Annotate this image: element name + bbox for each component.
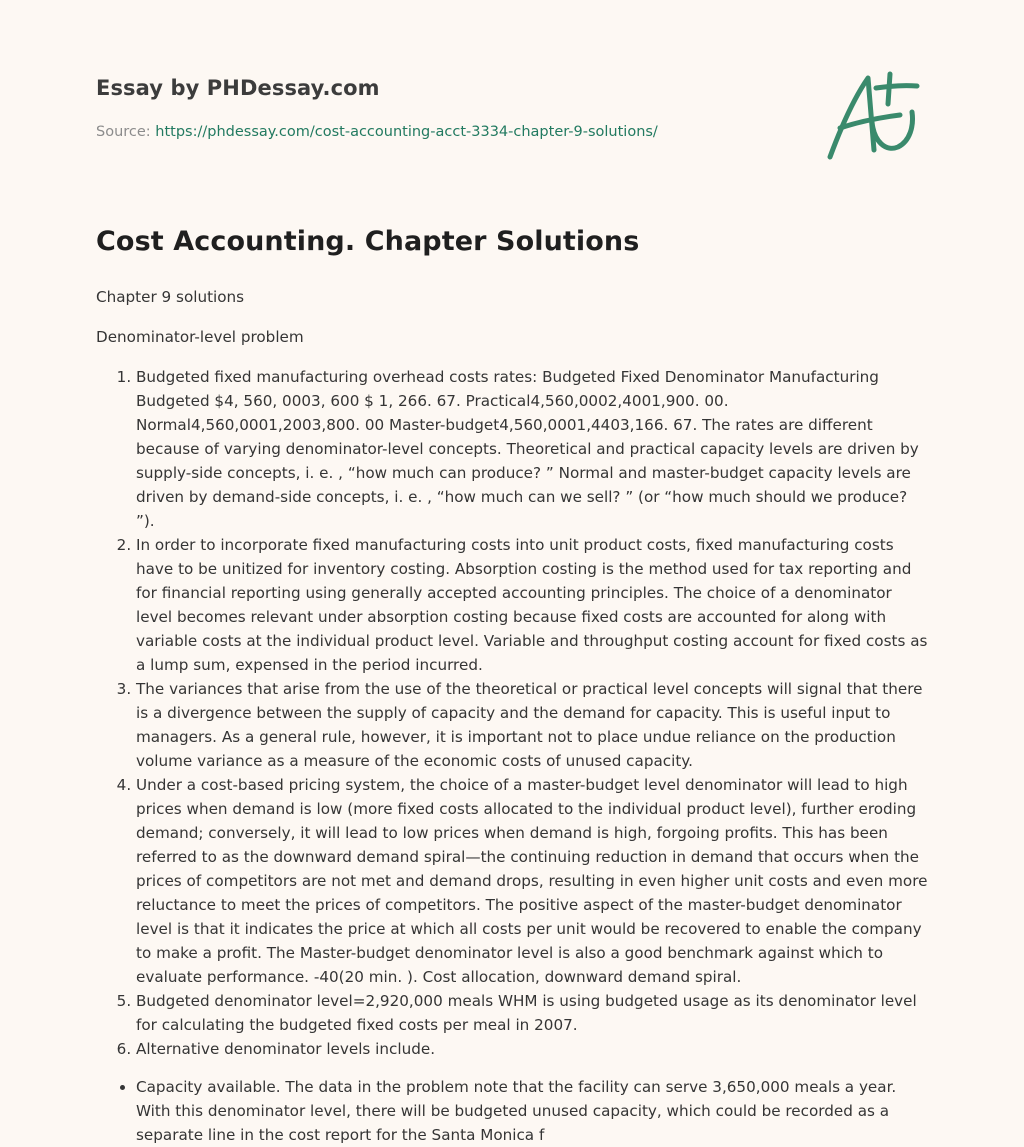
list-item: 4. Under a cost-based pricing system, the choice of a master-budget level denominator will lead to high prices when demand is low (more fixed costs allocated to the individual product level), further eroding demand; conversely, it will lead to low prices when demand is high, forgoing profits. This has been referred to as the downward demand spiral—the continuing reduction in demand that occurs when the prices of competitors are not met and demand drops, resulting in even higher unit costs and even more reluctance to meet the prices of competitors. The positive aspect of the master-budget denominator level is that it indicates the price at which all costs per unit would be recovered to enable the company to make a profit. The Master-budget denominator level is also a good benchmark against which to evaluate performance. -40(20 min. ). Cost allocation, downward demand spiral. — [136, 773, 928, 989]
site-title: Essay by PHDessay.com — [96, 76, 380, 100]
list-item: 3. The variances that arise from the use of the theoretical or practical level concepts will signal that there is a divergence between the supply of capacity and the demand for capacity. This is useful input to managers. As a general rule, however, it is important not to place undue reliance on the production volume variance as a measure of the economic costs of unused capacity. — [136, 677, 928, 773]
article-body — [96, 285, 928, 1147]
source-label: Source: — [96, 124, 156, 140]
intro-paragraph: Denominator-level problem — [96, 328, 304, 346]
source-link[interactable]: https://phdessay.com/cost-accounting-acct-3334-chapter-9-solutions/ — [155, 124, 658, 140]
list-item: 1. Budgeted fixed manufacturing overhead costs rates: Budgeted Fixed Denominator Manufacturing Budgeted $4, 560, 0003, 600 $ 1, 266. 67. Practical4,560,0002,4001,900. 00. Normal4,560,0001,2003,800. 00 Master-budget4,560,0001,4403,166. 67. The rates are different because of varying denominator-level concepts. Theoretical and practical capacity levels are driven by supply-side concepts, i. e. , “how much can produce? ” Normal and master-budget capacity levels are driven by demand-side concepts, i. e. , “how much can we sell? ” (or “how much should we produce? ”). — [136, 365, 928, 533]
numbered-answers — [96, 365, 928, 1061]
source-line — [96, 124, 658, 140]
list-item: 6. Alternative denominator levels include. — [136, 1037, 928, 1061]
intro-paragraph: Chapter 9 solutions — [96, 288, 245, 306]
document-title: Cost Accounting. Chapter Solutions — [96, 226, 640, 257]
bullet-item: • Capacity available. The data in the problem note that the facility can serve 3,650,000 meals a year. With this denominator level, there will be budgeted unused capacity, which could be recorded as a separate line in the cost report for the Santa Monica f — [136, 1075, 928, 1147]
list-item: 5. Budgeted denominator level=2,920,000 meals WHM is using budgeted usage as its denominator level for calculating the budgeted fixed costs per meal in 2007. — [136, 989, 928, 1037]
bullet-list — [96, 1075, 928, 1147]
list-item: 2. In order to incorporate fixed manufacturing costs into unit product costs, fixed manufacturing costs have to be unitized for inventory costing. Absorption costing is the method used for tax reporting and for financial reporting using generally accepted accounting principles. The choice of a denominator level becomes relevant under absorption costing because fixed costs are accounted for along with variable costs at the individual product level. Variable and throughput costing account for fixed costs as a lump sum, expensed in the period incurred. — [136, 533, 928, 677]
a-plus-logo-icon — [824, 68, 924, 164]
